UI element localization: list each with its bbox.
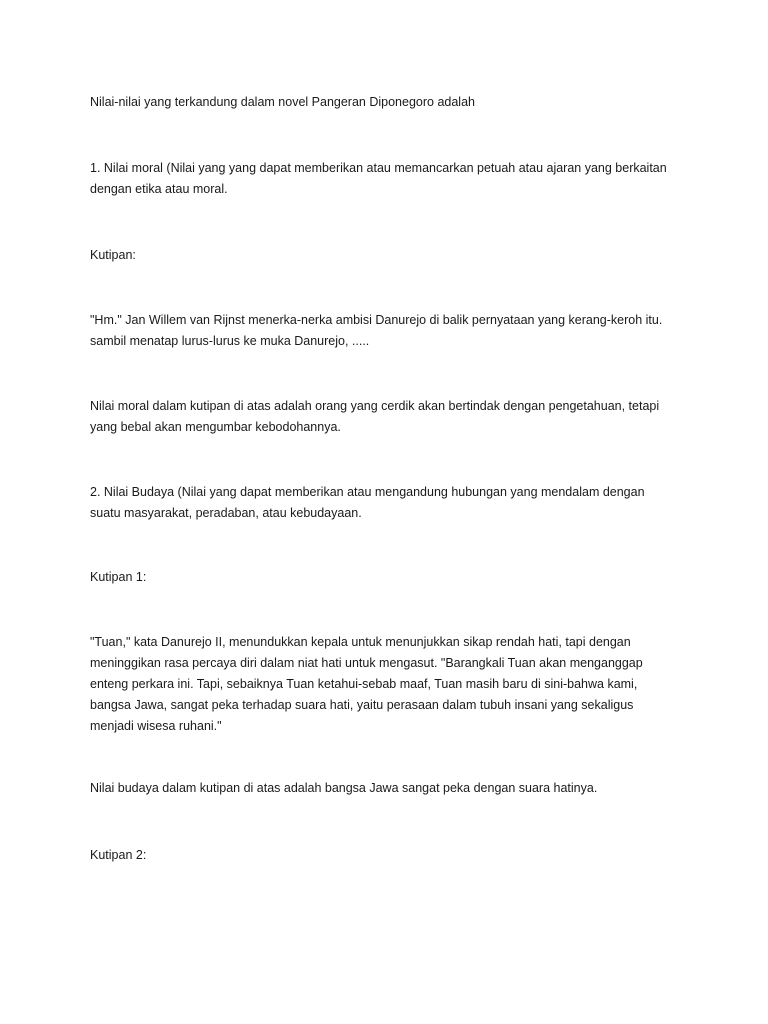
section1-quote-label: Kutipan: bbox=[90, 248, 136, 262]
section2-heading: 2. Nilai Budaya (Nilai yang dapat memberikan atau mengandung hubungan yang mendalam dengan suatu masyarakat, peradaban, atau kebudayaan. bbox=[90, 485, 645, 520]
section2-conclusion: Nilai budaya dalam kutipan di atas adalah bangsa Jawa sangat peka dengan suara hatinya. bbox=[90, 781, 598, 795]
section2-quote1: "Tuan," kata Danurejo II, menundukkan kepala untuk menunjukkan sikap rendah hati, tapi dengan meninggikan rasa percaya diri dalam niat hati untuk mengasut. "Barangkali Tuan akan menganggap enteng perkara ini. Tapi, sebaiknya Tuan ketahui-sebab maaf, Tuan masih baru di sini-bahwa kami, bangsa Jawa, sangat peka terhadap suara hati, yaitu perasaan dalam tubuh insani yang sekaligus menjadi wisesa ruhani." bbox=[90, 635, 643, 733]
section2-quote2-label: Kutipan 2: bbox=[90, 848, 147, 862]
section1-quote: "Hm." Jan Willem van Rijnst menerka-nerka ambisi Danurejo di balik pernyataan yang kerang-keroh itu. sambil menatap lurus-lurus ke muka Danurejo, ..... bbox=[90, 313, 663, 348]
section2-quote1-label: Kutipan 1: bbox=[90, 570, 147, 584]
document-title: Nilai-nilai yang terkandung dalam novel Pangeran Diponegoro adalah bbox=[90, 95, 475, 109]
section1-heading: 1. Nilai moral (Nilai yang yang dapat memberikan atau memancarkan petuah atau ajaran yang berkaitan dengan etika atau moral. bbox=[90, 161, 667, 196]
section1-conclusion: Nilai moral dalam kutipan di atas adalah orang yang cerdik akan bertindak dengan pengetahuan, tetapi yang bebal akan mengumbar kebodohannya. bbox=[90, 399, 660, 434]
